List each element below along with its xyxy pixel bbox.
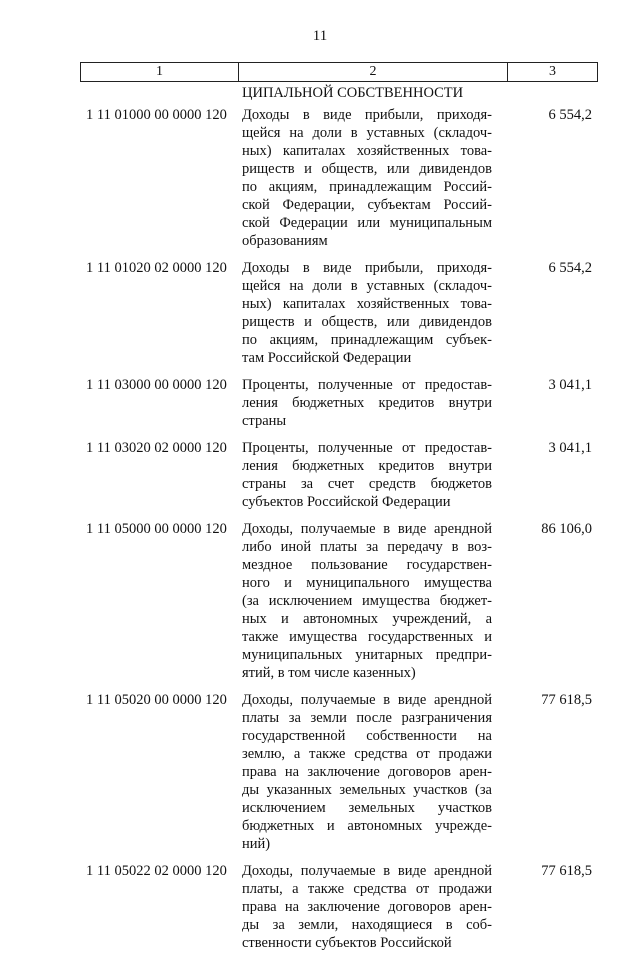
description-line: Доходы, получаемые в виде арендной [242, 863, 492, 879]
row-description [242, 862, 492, 952]
row-code: 1 11 05020 00 0000 120 [86, 692, 227, 708]
row-description [242, 376, 492, 430]
header-col-2: 2 [239, 63, 508, 81]
row-code: 1 11 01000 00 0000 120 [86, 107, 227, 123]
table-row [0, 862, 640, 952]
table-row [0, 691, 640, 853]
table-row [0, 439, 640, 511]
description-line: ления бюджетных кредитов внутри [242, 395, 492, 411]
description-line: образованиям [242, 233, 328, 249]
header-col-3: 3 [549, 64, 556, 79]
description-line: муниципальных унитарных предпри- [242, 647, 492, 663]
description-line: ды указанных земельных участков (за [242, 782, 492, 798]
description-line: землю, а также средства от продажи [242, 746, 492, 762]
row-amount: 86 106,0 [541, 521, 592, 537]
row-description [242, 439, 492, 511]
page-number: 11 [312, 28, 328, 44]
row-code: 1 11 05022 02 0000 120 [86, 863, 227, 879]
row-description [242, 259, 492, 367]
row-code: 1 11 03020 02 0000 120 [86, 440, 227, 456]
description-line: ской Федерации или муниципальным [242, 215, 492, 231]
description-line: мездное пользование государствен- [242, 557, 492, 573]
description-line: Доходы, получаемые в виде арендной [242, 521, 492, 537]
description-line: Проценты, полученные от предостав- [242, 377, 492, 393]
description-line: щейся на доли в уставных (складоч- [242, 278, 492, 294]
description-line: страны за счет средств бюджетов [242, 476, 492, 492]
description-line: там Российской Федерации [242, 350, 412, 366]
row-description [242, 520, 492, 682]
table-body [0, 106, 640, 961]
table-row [0, 520, 640, 682]
row-code: 1 11 01020 02 0000 120 [86, 260, 227, 276]
description-line: риществ и обществ, или дивидендов [242, 314, 492, 330]
description-line: права на заключение договоров арен- [242, 764, 492, 780]
row-amount: 3 041,1 [548, 440, 592, 456]
table-header [80, 62, 598, 82]
description-line: (за исключением имущества бюджет- [242, 593, 492, 609]
header-col-1: 1 [81, 63, 239, 81]
row-amount: 6 554,2 [548, 260, 592, 276]
row-amount: 77 618,5 [541, 863, 592, 879]
table-row [0, 106, 640, 250]
row-amount: 3 041,1 [548, 377, 592, 393]
description-line: ных) капиталах хозяйственных това- [242, 143, 492, 159]
row-description [242, 106, 492, 250]
row-amount: 77 618,5 [541, 692, 592, 708]
description-line: ственности субъектов Российской [242, 935, 452, 951]
description-line: Проценты, полученные от предостав- [242, 440, 492, 456]
description-line: ятий, в том числе казенных) [242, 665, 416, 681]
description-line: субъектов Российской Федерации [242, 494, 451, 510]
description-line: ды за земли, находящиеся в соб- [242, 917, 492, 933]
description-line: ных и автономных учреждений, а [242, 611, 492, 627]
description-line: права на заключение договоров арен- [242, 899, 492, 915]
description-line: ных) капиталах хозяйственных това- [242, 296, 492, 312]
row-description [242, 691, 492, 853]
description-line: либо иной платы за передачу в воз- [242, 539, 492, 555]
description-line: платы, а также средства от продажи [242, 881, 492, 897]
table-row [0, 376, 640, 430]
continuation-text: ЦИПАЛЬНОЙ СОБСТВЕННОСТИ [242, 85, 464, 101]
description-line: по акциям, принадлежащим субъек- [242, 332, 492, 348]
description-line: бюджетных и автономных учрежде- [242, 818, 492, 834]
table-row [0, 259, 640, 367]
description-line: ской Федерации, субъектам Россий- [242, 197, 492, 213]
description-line: платы за земли после разграничения [242, 710, 492, 726]
row-code: 1 11 03000 00 0000 120 [86, 377, 227, 393]
description-line: Доходы в виде прибыли, приходя- [242, 260, 492, 276]
description-line: по акциям, принадлежащим Россий- [242, 179, 492, 195]
description-line: также имущества государственных и [242, 629, 492, 645]
description-line: щейся на доли в уставных (складоч- [242, 125, 492, 141]
description-line: риществ и обществ, или дивидендов [242, 161, 492, 177]
description-line: Доходы в виде прибыли, приходя- [242, 107, 492, 123]
description-line: страны [242, 413, 287, 429]
description-line: ного и муниципального имущества [242, 575, 492, 591]
description-line: ний) [242, 836, 271, 852]
description-line: ления бюджетных кредитов внутри [242, 458, 492, 474]
description-line: Доходы, получаемые в виде арендной [242, 692, 492, 708]
row-code: 1 11 05000 00 0000 120 [86, 521, 227, 537]
description-line: исключением земельных участков [242, 800, 492, 816]
row-amount: 6 554,2 [548, 107, 592, 123]
description-line: государственной собственности на [242, 728, 492, 744]
